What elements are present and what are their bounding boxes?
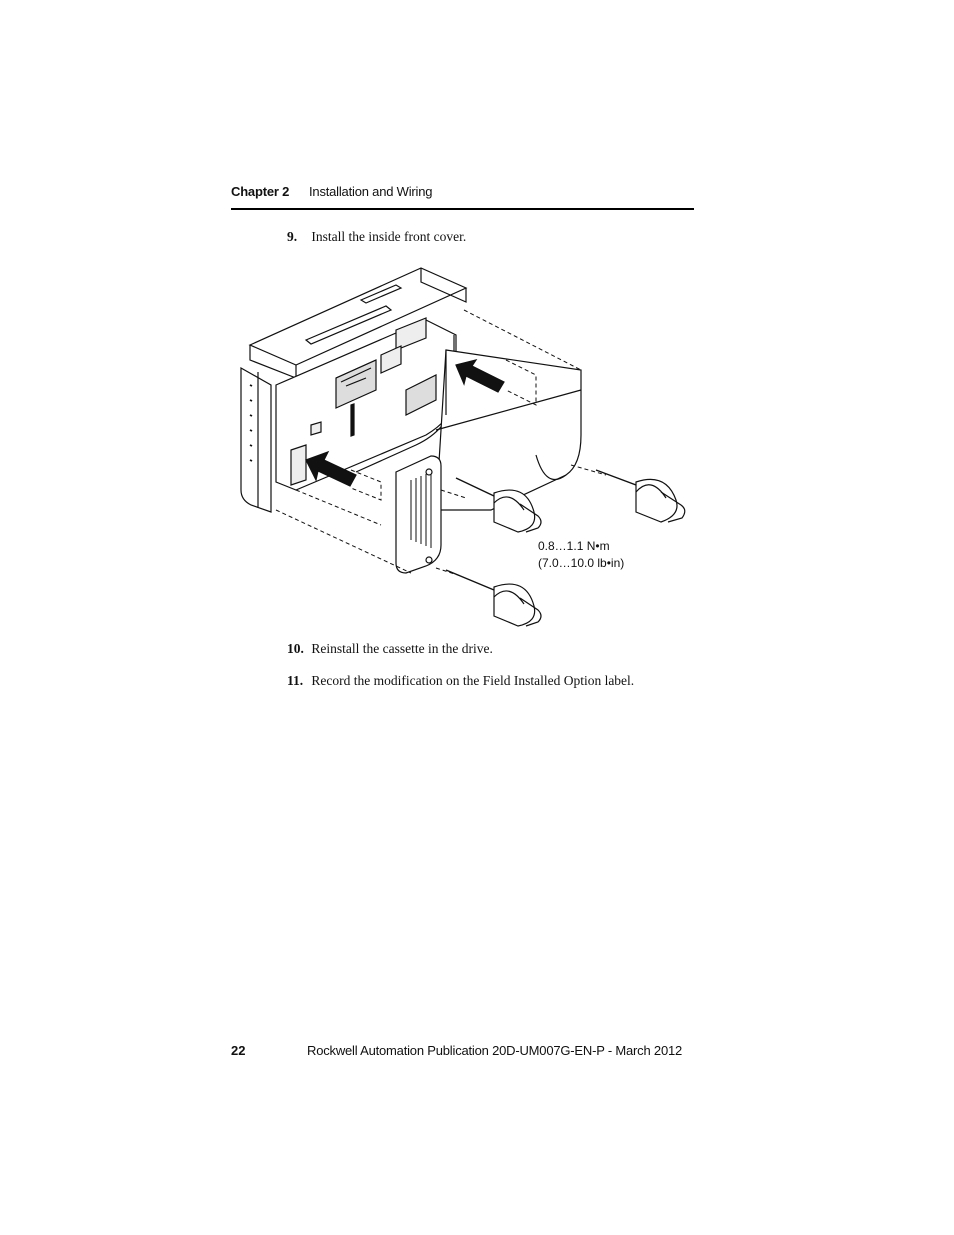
page-number: 22 <box>231 1043 246 1058</box>
header-rule <box>231 208 694 210</box>
chapter-title: Installation and Wiring <box>309 184 433 199</box>
cover-installation-illustration <box>236 260 690 630</box>
step-10 <box>287 641 493 657</box>
chapter-label: Chapter 2 <box>231 184 290 199</box>
step-number: 10. <box>287 641 304 656</box>
step-11 <box>287 673 634 689</box>
torque-spec-metric: 0.8…1.1 N•m <box>538 539 610 553</box>
torque-spec-imperial: (7.0…10.0 lb•in) <box>538 556 625 570</box>
step-text: Record the modification on the Field Installed Option label. <box>311 673 635 688</box>
step-number: 9. <box>287 229 298 244</box>
publication-info: Rockwell Automation Publication 20D-UM007G-EN-P - March 2012 <box>307 1043 683 1058</box>
step-text: Install the inside front cover. <box>311 229 467 244</box>
step-number: 11. <box>287 673 304 688</box>
step-text: Reinstall the cassette in the drive. <box>311 641 493 656</box>
step-9 <box>287 229 466 245</box>
